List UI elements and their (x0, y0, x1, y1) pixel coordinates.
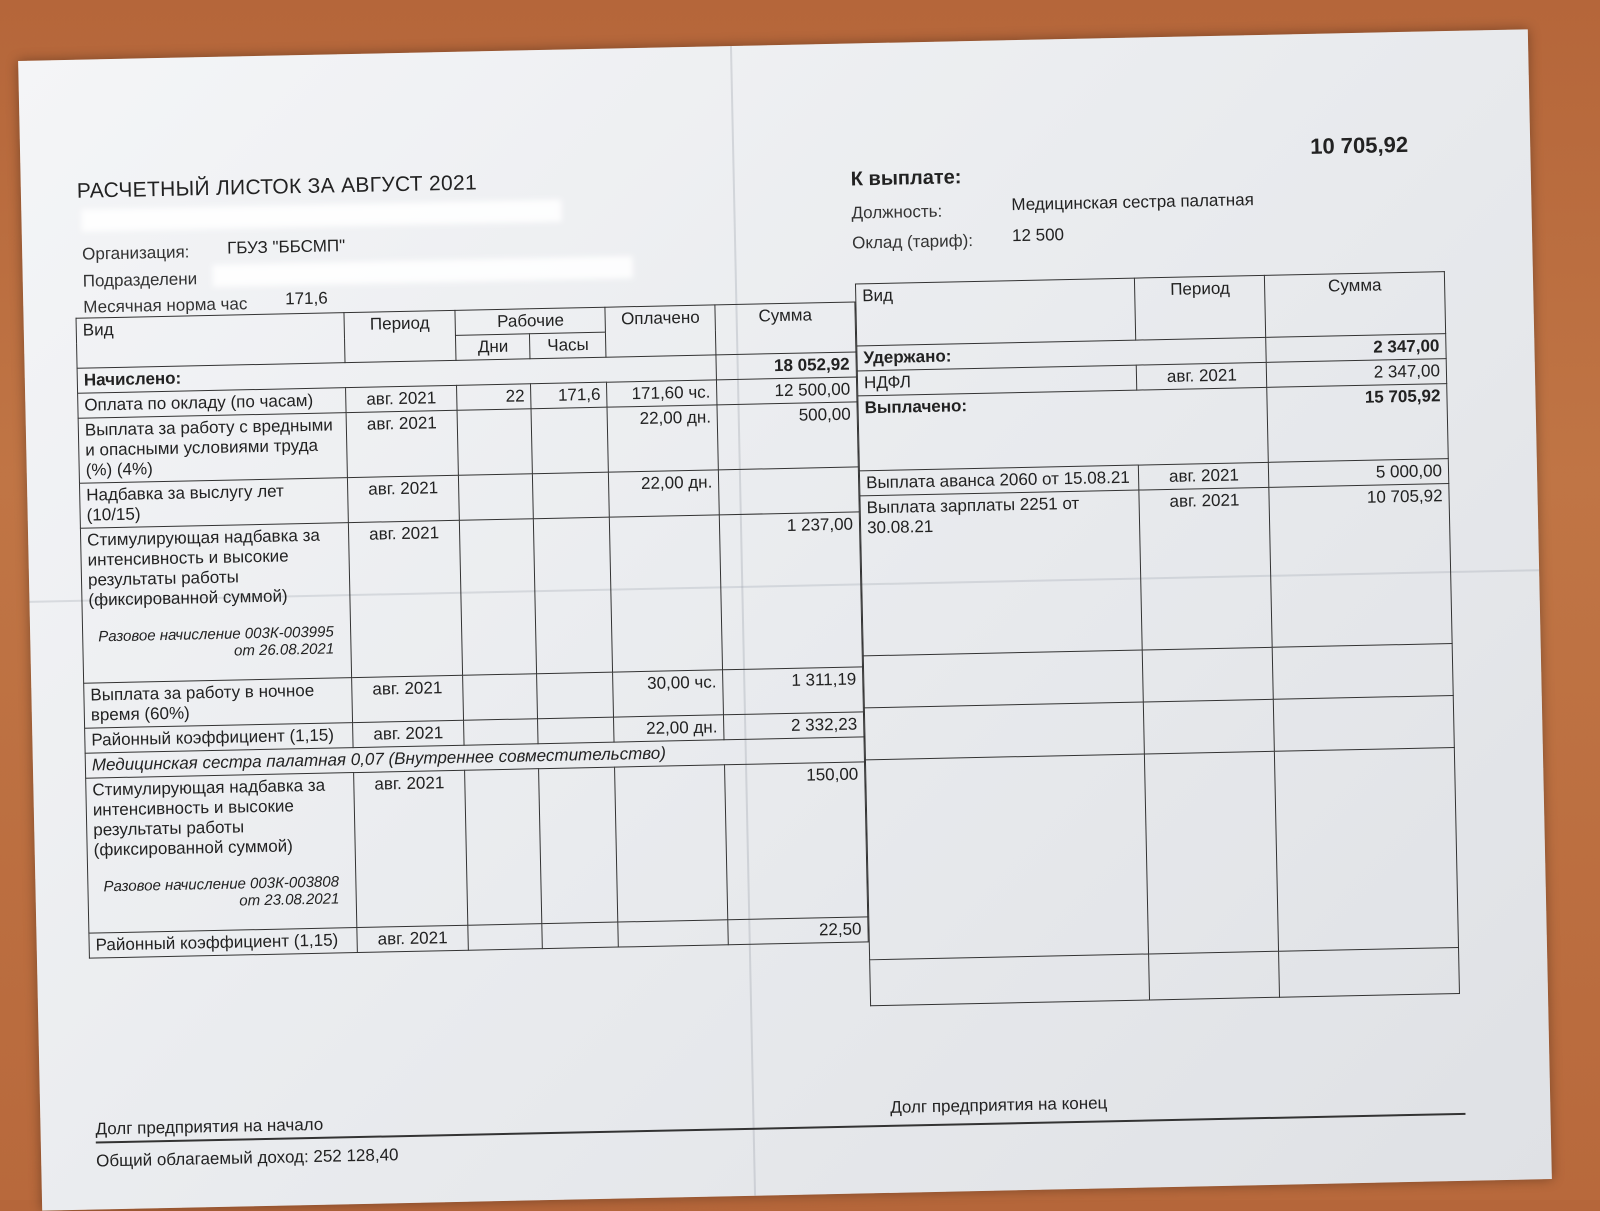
row-period: авг. 2021 (351, 675, 464, 722)
col-header-sum: Сумма (1265, 272, 1446, 338)
col-header-days: Дни (456, 334, 530, 361)
payslip-title: РАСЧЕТНЫЙ ЛИСТОК ЗА АВГУСТ 2021 (76, 171, 478, 203)
row-period: авг. 2021 (1137, 362, 1267, 390)
row-paid: 22,00 дн. (607, 405, 718, 472)
subdiv-label: Подразделени (82, 269, 198, 291)
row-note: Разовое начисление 003К-003995 от 26.08.2021 (98, 623, 335, 660)
deductions-table (855, 271, 1460, 1006)
redacted-name (81, 200, 561, 232)
row-sum: 10 705,92 (1269, 484, 1452, 648)
salary-value: 12 500 (1011, 225, 1065, 246)
taxable-label: Общий облагаемый доход: (95, 1147, 309, 1171)
row-vid: Районный коэффициент (1,15) (89, 928, 357, 959)
row-days: 22 (457, 384, 531, 411)
row-sum: 12 500,00 (717, 377, 857, 405)
row-sum: 150,00 (725, 762, 868, 920)
row-paid: 22,00 дн. (609, 470, 720, 517)
section-label: Медицинская сестра палатная 0,07 (Внутреннее совместительство) (85, 737, 864, 778)
table-row (80, 512, 862, 683)
col-header-sum: Сумма (715, 302, 856, 355)
row-sum: 1 311,19 (723, 667, 864, 715)
debt-end: Долг предприятия на конец (890, 1093, 1108, 1117)
row-period: авг. 2021 (1139, 462, 1269, 490)
withheld-label: Удержано: (857, 337, 1267, 371)
payslip-paper (18, 29, 1552, 1210)
row-sum: 2 332,23 (724, 712, 864, 740)
row-vid: Выплата аванса 2060 от 15.08.21 (859, 465, 1139, 496)
redacted-subdivision (212, 256, 632, 287)
row-vid: Оплата по окладу (по часам) (78, 388, 346, 419)
accruals-table (76, 301, 869, 958)
paid-row (858, 384, 1448, 471)
pay-label: К выплате: (850, 166, 962, 191)
col-header-vid: Вид (76, 313, 345, 369)
row-sum: 500,00 (717, 402, 858, 470)
table-row (86, 762, 868, 933)
row-paid: 22,00 дн. (614, 715, 724, 742)
org-label: Организация: (81, 242, 190, 264)
paid-label: Выплачено: (858, 387, 1269, 471)
norm-label: Месячная норма час (83, 294, 248, 317)
row-period: авг. 2021 (352, 720, 464, 747)
taxable-value: 252 128,40 (313, 1145, 399, 1166)
row-period: авг. 2021 (353, 770, 468, 927)
row-period: авг. 2021 (356, 925, 468, 952)
debt-start: Долг предприятия на начало (95, 1114, 324, 1139)
row-note: Разовое начисление 003К-003808 от 23.08.2021 (103, 873, 340, 910)
col-header-period: Период (1135, 275, 1266, 340)
col-header-paid: Оплачено (605, 305, 716, 357)
row-vid: Районный коэффициент (1,15) (85, 723, 353, 754)
row-sum: 1 237,00 (719, 512, 862, 670)
row-vid: НДФЛ (857, 365, 1137, 396)
paid-total: 15 705,92 (1267, 384, 1448, 463)
position-label: Должность: (851, 201, 943, 223)
row-vid: Выплата за работу в ночное время (60%) (84, 678, 352, 729)
row-paid: 30,00 чс. (613, 670, 724, 717)
row-period: авг. 2021 (1139, 487, 1272, 650)
row-vid: Выплата за работу с вредными и опасными условиями труда (%) (4%) (78, 413, 347, 484)
accrued-label: Начислено: (77, 355, 717, 393)
row-hours: 171,6 (531, 382, 607, 409)
row-vid: Стимулирующая надбавка за интенсивность и высокие результаты работы (фиксированной суммой) (86, 525, 321, 610)
row-period: авг. 2021 (348, 520, 463, 677)
row-sum: 22,50 (728, 917, 868, 945)
row-period: авг. 2021 (347, 475, 460, 522)
accrued-total: 18 052,92 (716, 352, 856, 380)
position-value: Медицинская сестра палатная (1011, 190, 1255, 215)
row-sum: 5 000,00 (1269, 459, 1449, 488)
norm-value: 171,6 (284, 288, 328, 309)
row-period: авг. 2021 (345, 385, 457, 412)
col-header-hours: Часы (530, 332, 606, 359)
withheld-total: 2 347,00 (1266, 334, 1446, 363)
table-row (860, 484, 1452, 656)
col-header-vid: Вид (855, 278, 1136, 346)
row-vid: Надбавка за выслугу лет (10/15) (79, 478, 347, 529)
col-header-work: Рабочие (455, 307, 605, 335)
row-period: авг. 2021 (346, 410, 459, 477)
salary-label: Оклад (тариф): (851, 230, 974, 253)
row-vid: Выплата зарплаты 2251 от 30.08.21 (860, 490, 1143, 656)
pay-amount: 10 705,92 (1309, 131, 1409, 159)
row-vid: Стимулирующая надбавка за интенсивность и высокие результаты работы (фиксированной суммой) (92, 775, 326, 860)
row-sum: 2 347,00 (1267, 359, 1447, 388)
org-value: ГБУЗ "ББСМП" (226, 236, 346, 258)
col-header-period: Период (344, 310, 457, 362)
row-paid: 171,60 чс. (607, 380, 717, 407)
